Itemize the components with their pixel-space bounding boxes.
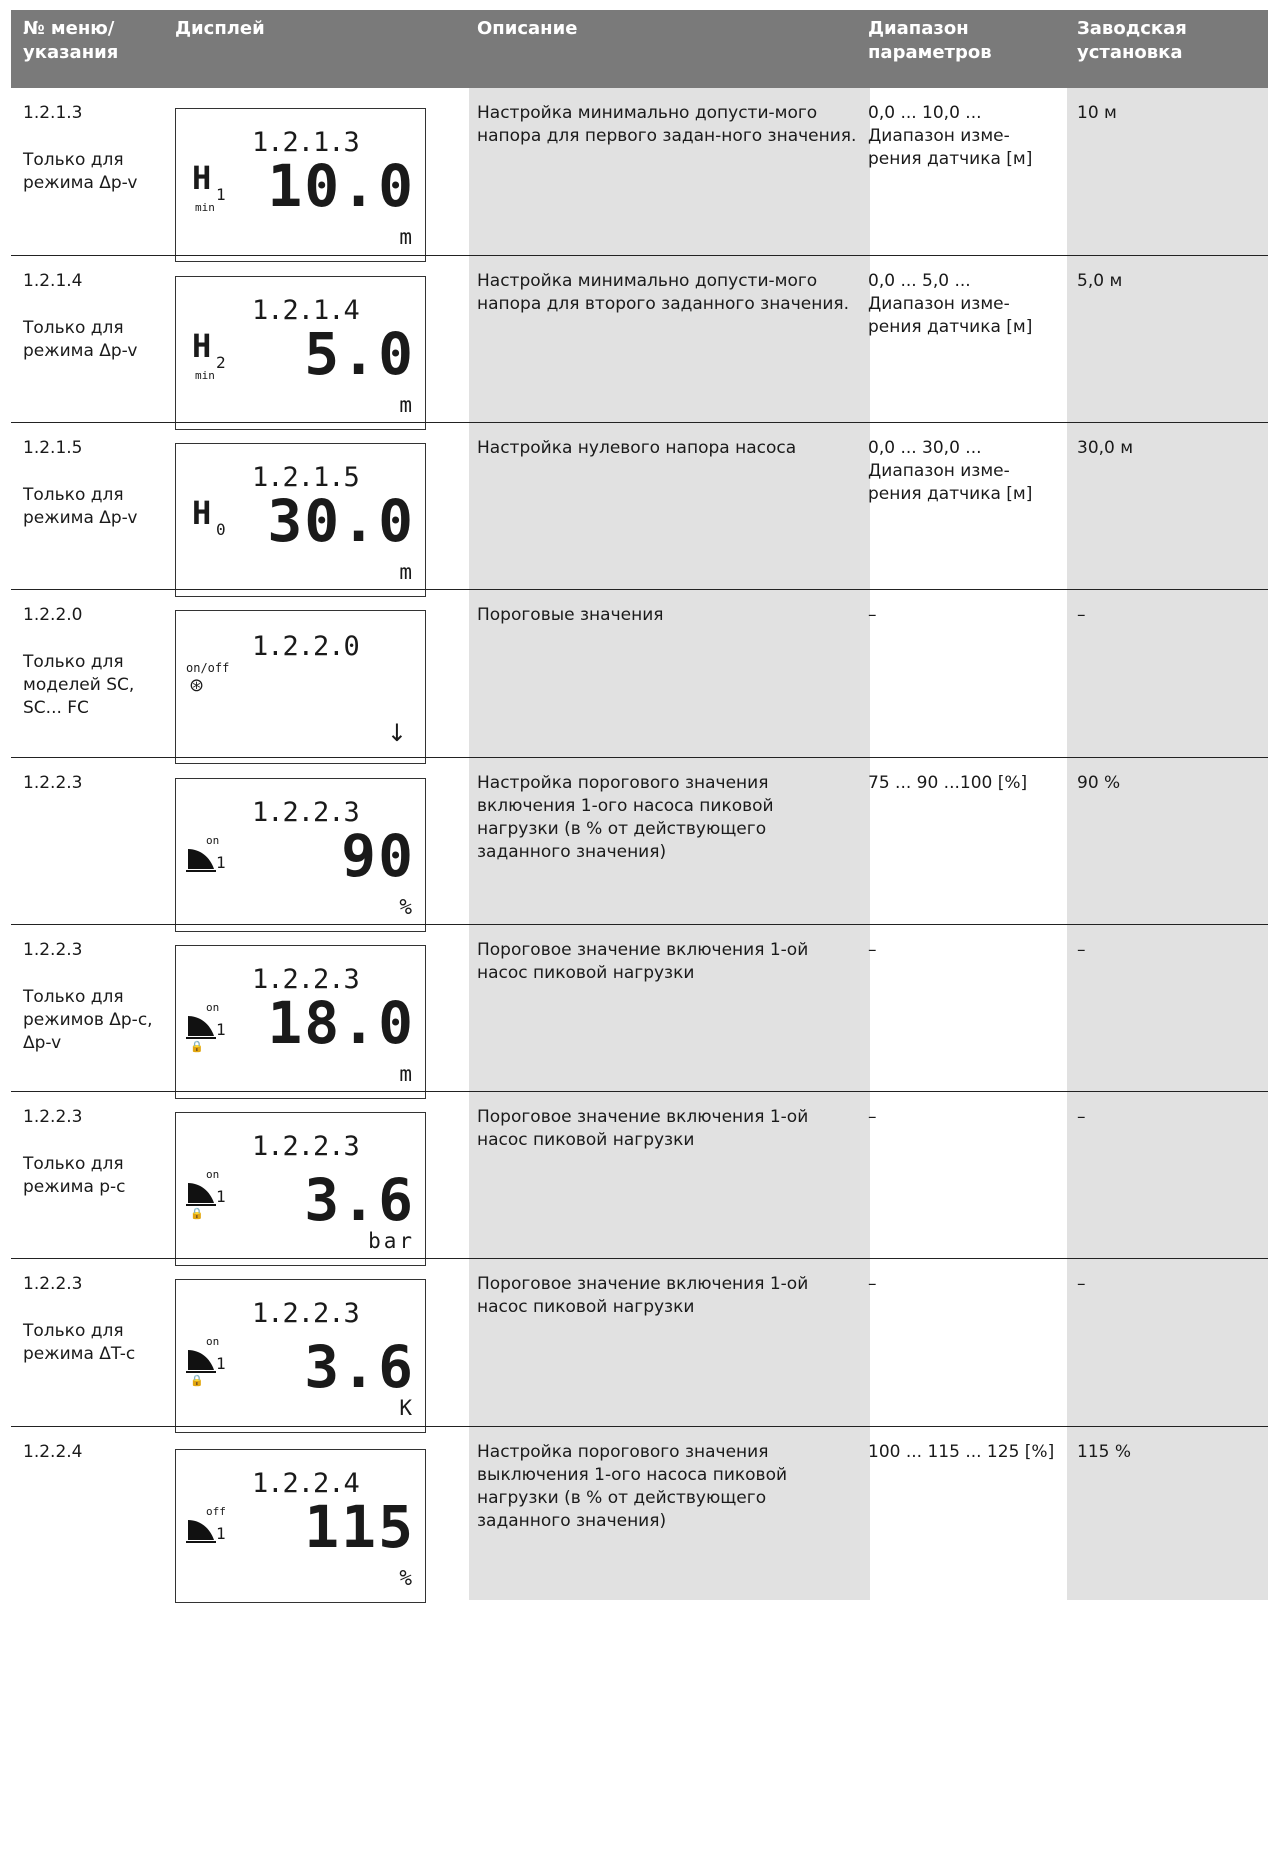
lcd-menu-code: 1.2.1.3 [252, 127, 359, 158]
lcd-menu-code: 1.2.2.3 [252, 797, 359, 828]
lcd-menu-code: 1.2.1.5 [252, 462, 359, 493]
range-cell: – [868, 1274, 877, 1294]
arrow-down-icon: ↓ [386, 719, 407, 747]
menu-number: 1.2.2.3 [23, 1107, 83, 1127]
menu-cell [23, 270, 163, 363]
pump-index: 1 [216, 853, 226, 872]
lcd-value: 115 [304, 1493, 415, 1561]
lcd-unit: % [399, 895, 415, 919]
lcd-unit: m [399, 225, 415, 249]
pump-state-label: on [206, 1001, 220, 1014]
pump-state-label: on [206, 1168, 220, 1181]
lcd-display [175, 443, 426, 597]
menu-note: Только для моделей SC, SC... FC [23, 652, 135, 718]
lcd-unit: m [399, 393, 415, 417]
default-cell: 115 % [1077, 1442, 1132, 1462]
default-cell: 90 % [1077, 773, 1121, 793]
description-cell: Пороговые значения [477, 605, 664, 625]
menu-number: 1.2.2.3 [23, 1274, 83, 1294]
range-cell: – [868, 1107, 877, 1127]
lock-icon: 🔒 [190, 1040, 204, 1053]
description-cell: Пороговое значение включения 1-ой насос пиковой нагрузки [477, 940, 809, 983]
lcd-unit: K [399, 1396, 415, 1420]
head-symbol-index: 1 [216, 185, 226, 204]
range-cell: 75 ... 90 ...100 [%] [868, 773, 1028, 793]
header-display: Дисплей [175, 18, 265, 39]
description-cell: Пороговое значение включения 1-ой насос пиковой нагрузки [477, 1107, 809, 1150]
peak-load-pump-icon [186, 1516, 218, 1544]
head-symbol: H [192, 327, 212, 365]
table-row [11, 1426, 1268, 1600]
menu-note: Только для режима Δp-v [23, 318, 138, 361]
pump-state-label: on [206, 1335, 220, 1348]
menu-number: 1.2.1.5 [23, 438, 83, 458]
lcd-value: 3.6 [304, 1333, 415, 1401]
menu-number: 1.2.2.3 [23, 773, 83, 793]
head-symbol: H [192, 494, 212, 532]
menu-note: Только для режима ΔT-c [23, 1321, 136, 1364]
lcd-unit: % [399, 1566, 415, 1590]
range-cell: – [868, 940, 877, 960]
lcd-value: 5.0 [304, 320, 415, 388]
default-cell: – [1077, 1107, 1086, 1127]
menu-note: Только для режима p-c [23, 1154, 126, 1197]
head-symbol: H [192, 159, 212, 197]
menu-cell [23, 939, 163, 1055]
head-symbol-index: 0 [216, 520, 226, 539]
lcd-display [175, 276, 426, 430]
peak-load-pump-icon [186, 1179, 218, 1207]
on-off-label: on/off [186, 661, 230, 675]
pump-state-label: on [206, 834, 220, 847]
lcd-unit: m [399, 560, 415, 584]
pump-state-label: off [206, 1505, 226, 1518]
default-cell: – [1077, 940, 1086, 960]
lcd-display [175, 108, 426, 262]
menu-cell [23, 1273, 163, 1366]
description-cell: Настройка нулевого напора насоса [477, 438, 797, 458]
parameter-table [11, 10, 1268, 1600]
default-cell: – [1077, 1274, 1086, 1294]
menu-cell [23, 1441, 163, 1488]
peak-load-pump-icon [186, 845, 218, 873]
description-cell: Настройка минимально допусти-мого напора для первого задан-ного значения. [477, 103, 857, 146]
menu-cell [23, 1106, 163, 1199]
table-row [11, 757, 1268, 924]
lcd-value: 90 [341, 822, 415, 890]
lcd-value: 10.0 [267, 152, 415, 220]
menu-cell [23, 772, 163, 819]
table-row [11, 255, 1268, 422]
menu-number: 1.2.1.4 [23, 271, 83, 291]
menu-cell [23, 604, 163, 720]
header-range: Диапазон параметров [868, 18, 992, 63]
menu-note: Только для режимов Δp-c, Δp-v [23, 987, 153, 1053]
table-row [11, 1091, 1268, 1258]
menu-cell [23, 437, 163, 530]
menu-note: Только для режима Δp-v [23, 150, 138, 193]
lcd-display [175, 1279, 426, 1433]
description-cell: Пороговое значение включения 1-ой насос пиковой нагрузки [477, 1274, 809, 1317]
lock-icon: 🔒 [190, 1374, 204, 1387]
pump-index: 1 [216, 1187, 226, 1206]
header-default: Заводская установка [1077, 18, 1187, 63]
pump-index: 1 [216, 1354, 226, 1373]
lcd-value: 30.0 [267, 487, 415, 555]
default-cell: 5,0 м [1077, 271, 1123, 291]
pump-index: 1 [216, 1020, 226, 1039]
range-cell: 100 ... 115 ... 125 [%] [868, 1442, 1055, 1462]
table-row [11, 88, 1268, 255]
lcd-menu-code: 1.2.2.3 [252, 1131, 359, 1162]
lcd-display [175, 1112, 426, 1266]
menu-note: Только для режима Δp-v [23, 485, 138, 528]
pump-index: 1 [216, 1524, 226, 1543]
table-body [11, 88, 1268, 1600]
lcd-value: 18.0 [267, 989, 415, 1057]
menu-cell [23, 102, 163, 195]
lcd-menu-code: 1.2.1.4 [252, 295, 359, 326]
lock-icon: 🔒 [190, 1207, 204, 1220]
table-row [11, 422, 1268, 589]
lcd-menu-code: 1.2.2.4 [252, 1468, 359, 1499]
default-cell: 10 м [1077, 103, 1117, 123]
menu-number: 1.2.2.0 [23, 605, 83, 625]
lcd-menu-code: 1.2.2.0 [252, 631, 359, 662]
table-row [11, 589, 1268, 757]
peak-load-pump-icon [186, 1012, 218, 1040]
head-symbol-sub: min [195, 369, 215, 382]
lcd-display [175, 610, 426, 764]
lcd-unit: m [399, 1062, 415, 1086]
header-menu: № меню/ указания [23, 18, 119, 63]
table-header [11, 10, 1268, 88]
header-description: Описание [477, 18, 578, 39]
default-cell: – [1077, 605, 1086, 625]
description-cell: Настройка порогового значения включения 1-ого насоса пиковой нагрузки (в % от действующего заданного значения) [477, 773, 774, 862]
head-symbol-sub: min [195, 201, 215, 214]
table-row [11, 924, 1268, 1091]
range-cell: 0,0 ... 5,0 ... Диапазон изме-рения датчика [м] [868, 271, 1033, 337]
head-symbol-index: 2 [216, 353, 226, 372]
lcd-menu-code: 1.2.2.3 [252, 964, 359, 995]
range-cell: – [868, 605, 877, 625]
description-cell: Настройка порогового значения выключения 1-ого насоса пиковой нагрузки (в % от действующего заданного значения) [477, 1442, 788, 1531]
lcd-unit: bar [368, 1229, 415, 1253]
description-cell: Настройка минимально допусти-мого напора для второго заданного значения. [477, 271, 850, 314]
range-cell: 0,0 ... 10,0 ... Диапазон изме-рения датчика [м] [868, 103, 1033, 169]
lcd-display [175, 945, 426, 1099]
pump-icon: ⊛ [189, 675, 205, 696]
menu-number: 1.2.1.3 [23, 103, 83, 123]
menu-number: 1.2.2.4 [23, 1442, 83, 1462]
range-cell: 0,0 ... 30,0 ... Диапазон изме-рения датчика [м] [868, 438, 1033, 504]
lcd-value: 3.6 [304, 1166, 415, 1234]
peak-load-pump-icon [186, 1346, 218, 1374]
lcd-display [175, 778, 426, 932]
default-cell: 30,0 м [1077, 438, 1134, 458]
lcd-display [175, 1449, 426, 1603]
menu-number: 1.2.2.3 [23, 940, 83, 960]
lcd-menu-code: 1.2.2.3 [252, 1298, 359, 1329]
table-row [11, 1258, 1268, 1426]
